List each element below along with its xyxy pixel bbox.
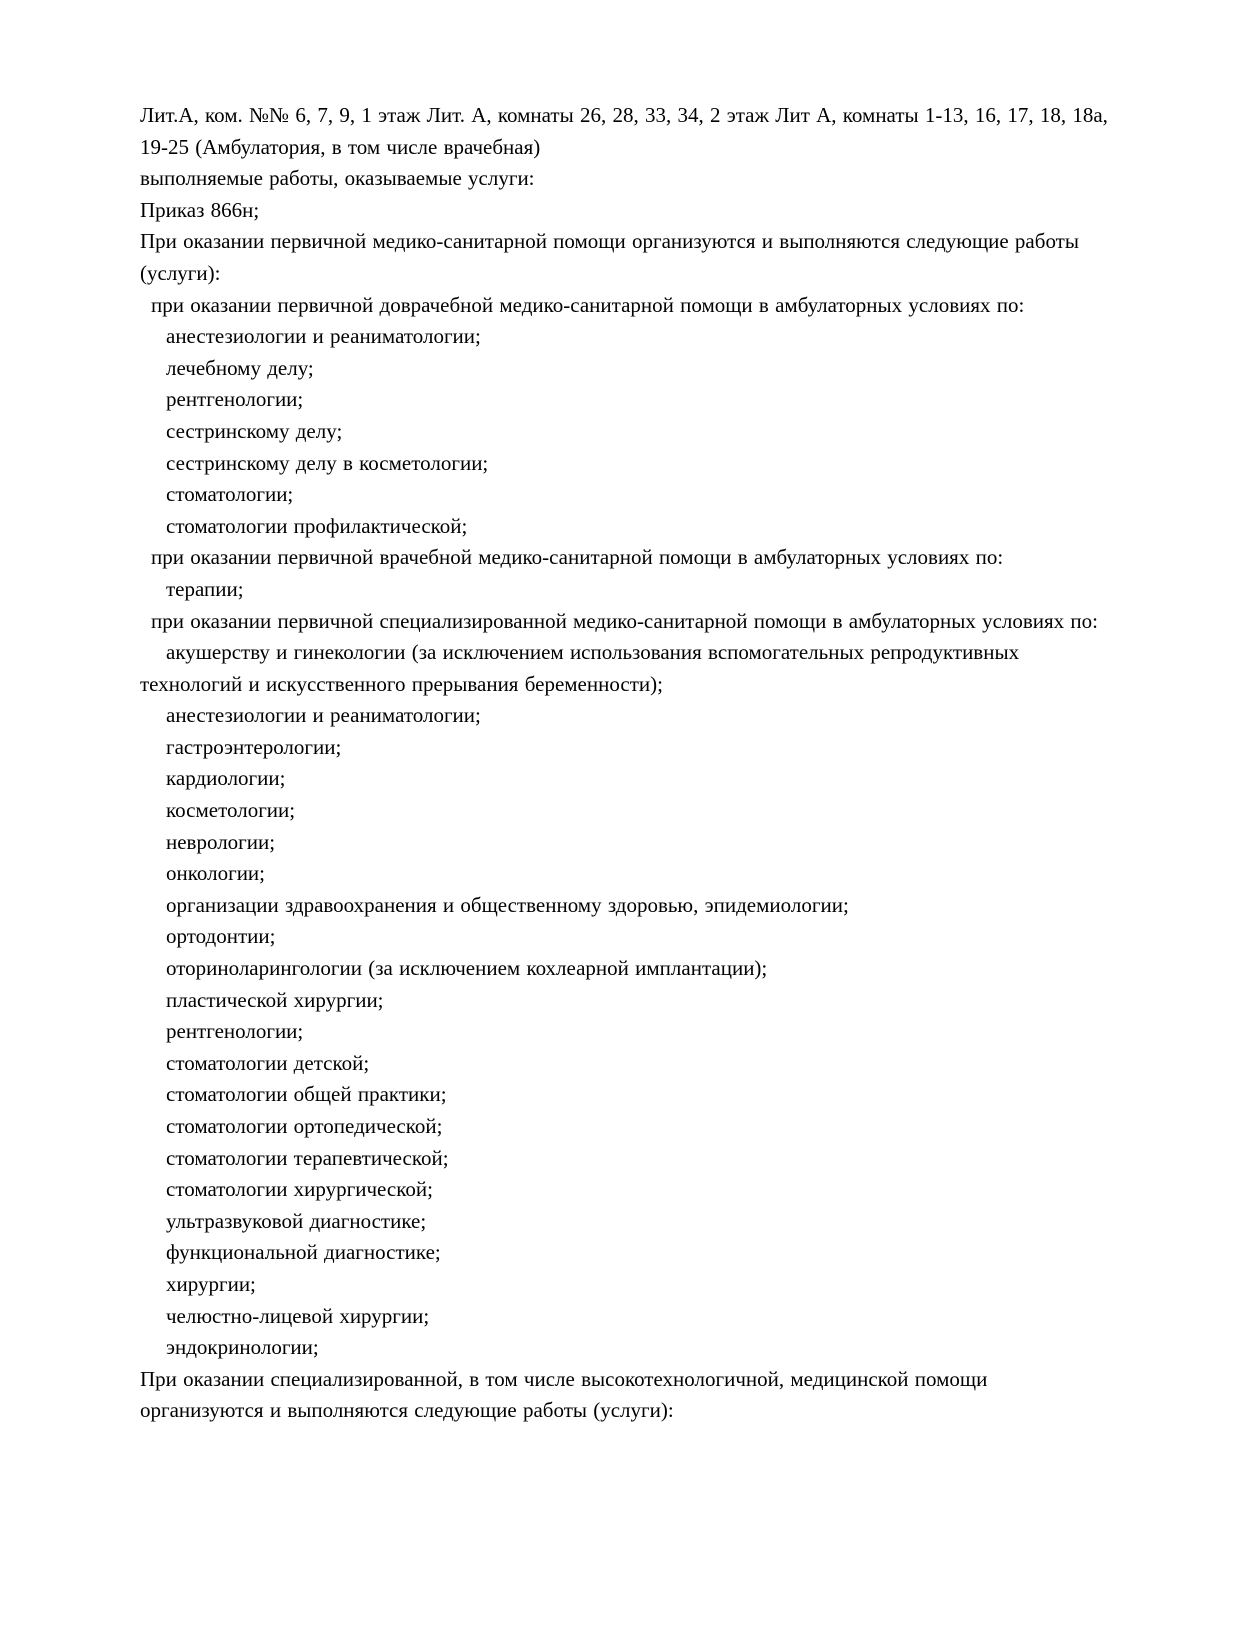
service-item: анестезиологии и реаниматологии;: [166, 703, 481, 728]
service-item: функциональной диагностике;: [166, 1240, 441, 1265]
subsection-heading: при оказании первичной доврачебной медико-санитарной помощи в амбулаторных условиях по:: [151, 292, 1025, 317]
service-item: стоматологии профилактической;: [166, 513, 468, 538]
service-item: стоматологии хирургической;: [166, 1177, 433, 1202]
service-item: стоматологии;: [166, 482, 294, 507]
paragraph: выполняемые работы, оказываемые услуги:: [140, 166, 535, 191]
service-item: онкологии;: [166, 861, 266, 886]
service-item: организации здравоохранения и общественному здоровью, эпидемиологии;: [166, 892, 849, 917]
service-item: стоматологии ортопедической;: [166, 1114, 443, 1138]
service-item: ультразвуковой диагностике;: [166, 1208, 427, 1233]
document-body: [140, 100, 1108, 1427]
service-item: сестринскому делу в косметологии;: [166, 450, 489, 475]
service-item: оториноларингологии (за исключением кохлеарной имплантации);: [166, 956, 768, 981]
paragraph: Приказ 866н;: [140, 197, 260, 222]
subsection-heading: при оказании первичной врачебной медико-санитарной помощи в амбулаторных условиях по:: [151, 545, 1004, 570]
service-item: анестезиологии и реаниматологии;: [166, 324, 481, 349]
service-item: неврологии;: [166, 829, 276, 854]
service-item: пластической хирургии;: [166, 987, 384, 1012]
service-item: эндокринологии;: [166, 1335, 319, 1360]
paragraph: При оказании первичной медико-санитарной помощи организуются и выполняются следующие работы (услуги):: [140, 229, 1079, 285]
service-item: стоматологии детской;: [166, 1050, 370, 1075]
service-item: челюстно-лицевой хирургии;: [166, 1303, 430, 1328]
service-item: акушерству и гинекологии (за исключением использования вспомогательных репродуктивных технологий и искусственного прерывания беременности);: [140, 640, 1020, 696]
service-item: сестринскому делу;: [166, 418, 343, 443]
service-item: хирургии;: [166, 1271, 256, 1296]
service-item: лечебному делу;: [166, 355, 314, 380]
service-item: ортодонтии;: [166, 924, 276, 949]
service-item: стоматологии терапевтической;: [166, 1145, 449, 1170]
service-item: рентгенологии;: [166, 1019, 304, 1044]
service-item: кардиологии;: [166, 766, 286, 791]
service-item: терапии;: [166, 576, 244, 601]
service-item: рентгенологии;: [166, 387, 304, 412]
service-item: стоматологии общей практики;: [166, 1082, 447, 1107]
paragraph: Лит.А, ком. №№ 6, 7, 9, 1 этаж Лит. А, комнаты 26, 28, 33, 34, 2 этаж Лит А, комнаты 1-13, 16, 17, 18, 18а, 19-25 (Амбулатория, в том числе врачебная): [140, 103, 1108, 159]
subsection-heading: при оказании первичной специализированной медико-санитарной помощи в амбулаторных условиях по:: [151, 608, 1099, 633]
paragraph: При оказании специализированной, в том числе высокотехнологичной, медицинской помощи организуются и выполняются следующие работы (услуги):: [140, 1366, 988, 1423]
service-item: гастроэнтерологии;: [166, 734, 342, 759]
service-item: косметологии;: [166, 798, 296, 823]
